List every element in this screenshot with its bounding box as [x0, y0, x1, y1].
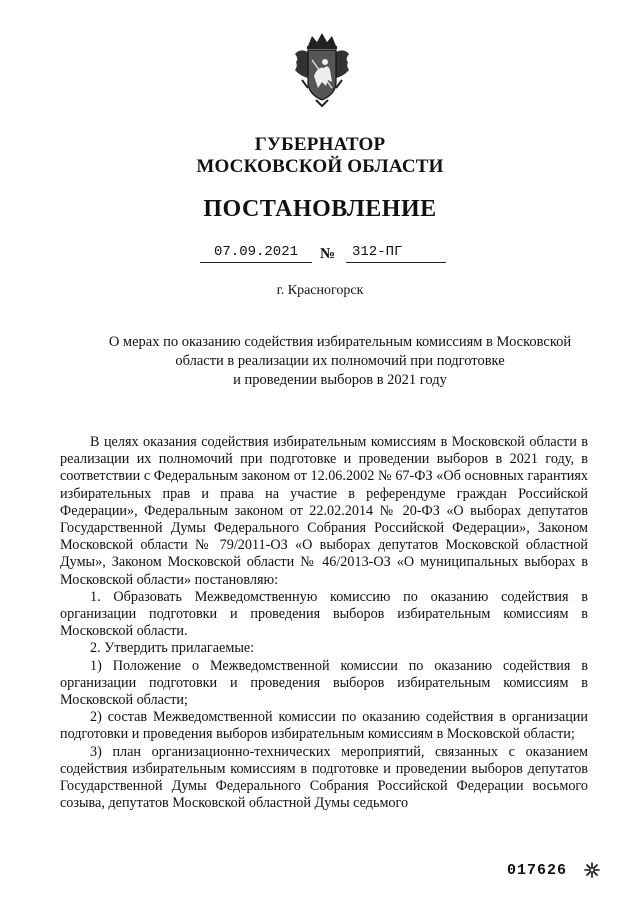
number-sign: №: [320, 246, 336, 262]
decree-date: 07.09.2021: [200, 244, 312, 263]
document-type-title: ПОСТАНОВЛЕНИЕ: [203, 196, 437, 222]
subject-line: области в реализации их полномочий при подготовке: [175, 353, 505, 369]
place-of-issue: г. Красногорск: [276, 283, 364, 298]
decree-subject: [80, 333, 600, 390]
subject-line: и проведении выборов в 2021 году: [233, 372, 447, 388]
authority-line-2: МОСКОВСКОЙ ОБЛАСТИ: [196, 156, 444, 177]
authority-line-1: ГУБЕРНАТОР: [254, 134, 386, 155]
preamble-paragraph: В целях оказания содействия избирательным комиссиям в Московской области в реализации их полномочий при подготовке и проведении выборов в 2021 году, в соответствии с Федеральным законом от 12.06.2002 № 67-ФЗ «Об основных гарантиях избирательных прав и права на участие в референдуме граждан Российской Федерации», Федеральным законом от 22.02.2014 № 20-ФЗ «О выборах депутатов Государственной Думы Федерального Собрания Российской Федерации», Законом Московской области № 79/2011-ОЗ «О выборах депутатов Московской областной Думы», Законом Московской области № 46/2013-ОЗ «О муниципальных выборах в Московской области» постановляю:: [60, 434, 588, 588]
decree-number: 312-ПГ: [346, 244, 446, 263]
decree-body: [60, 434, 588, 812]
item-1-paragraph: 1. Образовать Межведомственную комиссию по оказанию содействия в организации подготовки и проведения выборов избирательным комиссиям в Московской области.: [60, 588, 588, 640]
serial-number: 017626: [507, 862, 568, 879]
asterisk-ornament-icon: [584, 862, 600, 878]
item-2-1-paragraph: 1) Положение о Межведомственной комиссии по оказанию содействия в организации подготовки и проведения выборов избирательным комиссиям в Московской области;: [60, 657, 588, 709]
subject-line: О мерах по оказанию содействия избирательным комиссиям в Московской: [108, 334, 572, 350]
item-2-2-paragraph: 2) состав Межведомственной комиссии по оказанию содействия в организации подготовки и проведения выборов избирательным комиссиям в Московской области;: [60, 709, 588, 743]
moscow-oblast-coat-of-arms-icon: [292, 30, 352, 110]
registration-row: [200, 244, 450, 268]
item-2-paragraph: 2. Утвердить прилагаемые:: [90, 640, 255, 657]
item-2-3-paragraph: 3) план организационно-технических мероприятий, связанных с оказанием содействия избирательным комиссиям в подготовке и проведении выборов депутатов Государственной Думы Федерального Собрания Российской Федерации восьмого созыва, депутатов Московской областной Думы седьмого: [60, 743, 588, 812]
